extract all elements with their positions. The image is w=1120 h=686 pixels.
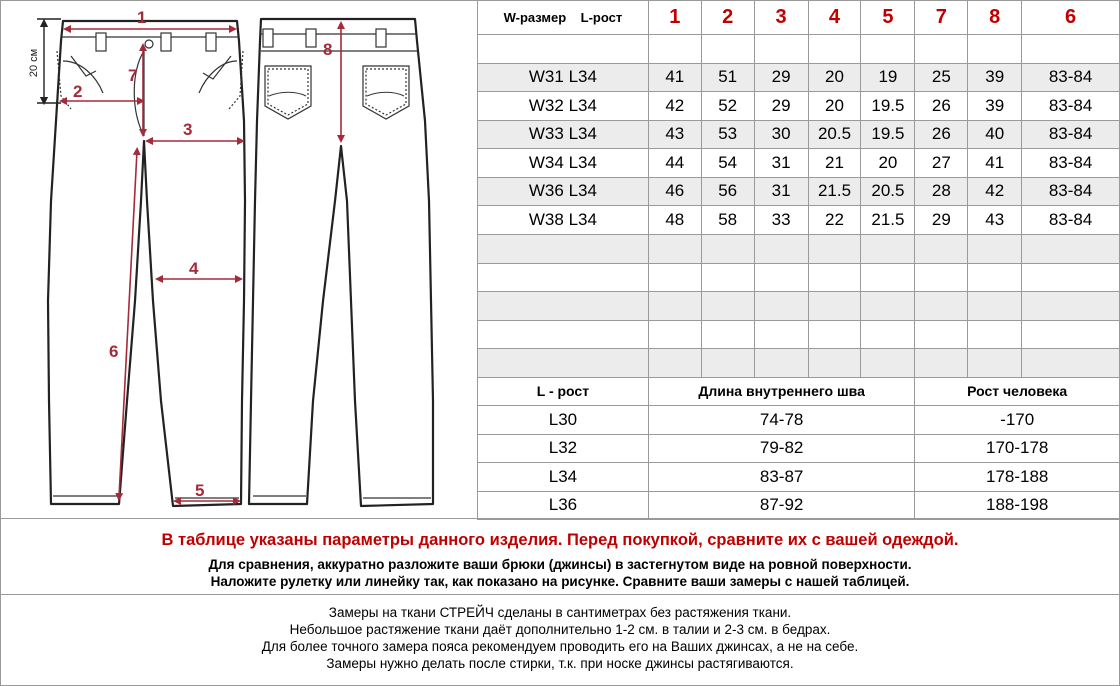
measure-value-cell: 83-84 (1022, 92, 1120, 121)
measure-value-cell: 83-84 (1022, 120, 1120, 149)
measure-value-cell: 30 (754, 120, 808, 149)
measure-label-6: 6 (109, 342, 119, 361)
size-cell: W38 L34 (478, 206, 649, 235)
measure-label-4: 4 (189, 259, 199, 278)
length-height-cell: 188-198 (915, 491, 1120, 520)
length-row (478, 406, 1120, 435)
length-inseam-cell: 83-87 (648, 463, 915, 492)
measure-value-cell: 41 (968, 149, 1022, 178)
measure-label-3: 3 (183, 120, 193, 139)
length-row (478, 491, 1120, 520)
measure-value-cell: 25 (915, 63, 968, 92)
measure-value-cell: 31 (754, 177, 808, 206)
measure-value-cell: 39 (968, 63, 1022, 92)
measure-value-cell: 33 (754, 206, 808, 235)
measure-value-cell: 22 (808, 206, 861, 235)
measure-label-8: 8 (323, 40, 333, 59)
size-cell: W33 L34 (478, 120, 649, 149)
blank-row (478, 349, 1120, 378)
blank-row (478, 234, 1120, 263)
length-header-height: Рост человека (915, 377, 1120, 406)
size-cell: W36 L34 (478, 177, 649, 206)
measure-value-cell: 43 (968, 206, 1022, 235)
measure-value-cell: 83-84 (1022, 63, 1120, 92)
size-table (477, 0, 1120, 520)
measure-value-cell: 20.5 (808, 120, 861, 149)
length-table-header (478, 377, 1120, 406)
measure-value-cell: 29 (754, 92, 808, 121)
measure-value-cell: 58 (701, 206, 754, 235)
footnote-line-2: Небольшое растяжение ткани даёт дополнительно 1-2 см. в талии и 2-3 см. в бедрах. (289, 622, 831, 637)
measure-value-cell: 29 (915, 206, 968, 235)
measure-value-cell: 20 (808, 92, 861, 121)
blank-row (478, 263, 1120, 292)
measure-value-cell: 42 (648, 92, 701, 121)
length-l-cell: L30 (478, 406, 649, 435)
size-row (478, 206, 1120, 235)
blank-row (478, 35, 1120, 64)
length-height-cell: 178-188 (915, 463, 1120, 492)
length-row (478, 434, 1120, 463)
side-scale-text: 20 см (28, 48, 40, 78)
measure-value-cell: 21 (808, 149, 861, 178)
length-l-cell: L34 (478, 463, 649, 492)
measure-value-cell: 20 (808, 63, 861, 92)
measure-value-cell: 44 (648, 149, 701, 178)
measure-value-cell: 83-84 (1022, 149, 1120, 178)
col-header-8: 8 (968, 1, 1022, 35)
blank-row (478, 320, 1120, 349)
measure-value-cell: 56 (701, 177, 754, 206)
measure-value-cell: 26 (915, 120, 968, 149)
measure-value-cell: 19.5 (861, 120, 915, 149)
jeans-measure-drawing (1, 1, 478, 519)
size-row (478, 92, 1120, 121)
length-header-inseam: Длина внутреннего шва (648, 377, 915, 406)
col-header-6: 6 (1022, 1, 1120, 35)
length-inseam-cell: 79-82 (648, 434, 915, 463)
measure-value-cell: 21.5 (861, 206, 915, 235)
footnote-line-3: Для более точного замера пояса рекомендуем проводить его на Ваших джинсах, а не на себе. (261, 639, 859, 654)
col-header-3: 3 (754, 1, 808, 35)
measure-value-cell: 54 (701, 149, 754, 178)
measure-value-cell: 28 (915, 177, 968, 206)
length-l-cell: L36 (478, 491, 649, 520)
col-header-2: 2 (701, 1, 754, 35)
measure-value-cell: 21.5 (808, 177, 861, 206)
measure-value-cell: 39 (968, 92, 1022, 121)
footnote-line-4: Замеры нужно делать после стирки, т.к. при носке джинсы растягиваются. (326, 656, 794, 671)
length-inseam-cell: 87-92 (648, 491, 915, 520)
measure-value-cell: 26 (915, 92, 968, 121)
stretch-footnote (0, 594, 1120, 686)
size-cell: W34 L34 (478, 149, 649, 178)
length-height-cell: -170 (915, 406, 1120, 435)
measure-value-cell: 83-84 (1022, 177, 1120, 206)
length-l-cell: L32 (478, 434, 649, 463)
length-header-l: L - рост (478, 377, 649, 406)
note-instruction-2: Наложите рулетку или линейку так, как показано на рисунке. Сравните ваши замеры с нашей таблицей. (210, 574, 910, 589)
measure-value-cell: 20.5 (861, 177, 915, 206)
col-header-1: 1 (648, 1, 701, 35)
measure-label-5: 5 (195, 481, 205, 500)
size-row (478, 120, 1120, 149)
blank-row (478, 292, 1120, 321)
measure-value-cell: 42 (968, 177, 1022, 206)
length-row (478, 463, 1120, 492)
size-cell: W32 L34 (478, 92, 649, 121)
measure-label-7: 7 (128, 66, 138, 85)
measure-value-cell: 83-84 (1022, 206, 1120, 235)
measure-value-cell: 43 (648, 120, 701, 149)
size-row (478, 149, 1120, 178)
size-row (478, 63, 1120, 92)
measure-value-cell: 41 (648, 63, 701, 92)
comparison-note (0, 518, 1120, 594)
measure-label-1: 1 (137, 8, 147, 27)
measure-value-cell: 53 (701, 120, 754, 149)
measure-value-cell: 51 (701, 63, 754, 92)
measure-value-cell: 19 (861, 63, 915, 92)
size-row (478, 177, 1120, 206)
size-table-header (478, 1, 1120, 35)
footnote-line-1: Замеры на ткани СТРЕЙЧ сделаны в сантиметрах без растяжения ткани. (328, 605, 792, 620)
measure-value-cell: 48 (648, 206, 701, 235)
measure-value-cell: 52 (701, 92, 754, 121)
measure-value-cell: 40 (968, 120, 1022, 149)
jeans-diagram (0, 0, 477, 518)
measure-value-cell: 19.5 (861, 92, 915, 121)
size-cell: W31 L34 (478, 63, 649, 92)
col-header-7: 7 (915, 1, 968, 35)
measure-value-cell: 31 (754, 149, 808, 178)
measure-value-cell: 29 (754, 63, 808, 92)
size-column-header: W-размер L-рост (478, 1, 649, 35)
measure-label-2: 2 (73, 82, 83, 101)
col-header-5: 5 (861, 1, 915, 35)
length-inseam-cell: 74-78 (648, 406, 915, 435)
note-main-text: В таблице указаны параметры данного изделия. Перед покупкой, сравните их с вашей одеждой. (161, 531, 959, 549)
note-instruction-1: Для сравнения, аккуратно разложите ваши брюки (джинсы) в застегнутом виде на ровной поверхности. (208, 557, 912, 572)
measure-value-cell: 27 (915, 149, 968, 178)
length-height-cell: 170-178 (915, 434, 1120, 463)
col-header-4: 4 (808, 1, 861, 35)
measure-value-cell: 20 (861, 149, 915, 178)
measure-value-cell: 46 (648, 177, 701, 206)
